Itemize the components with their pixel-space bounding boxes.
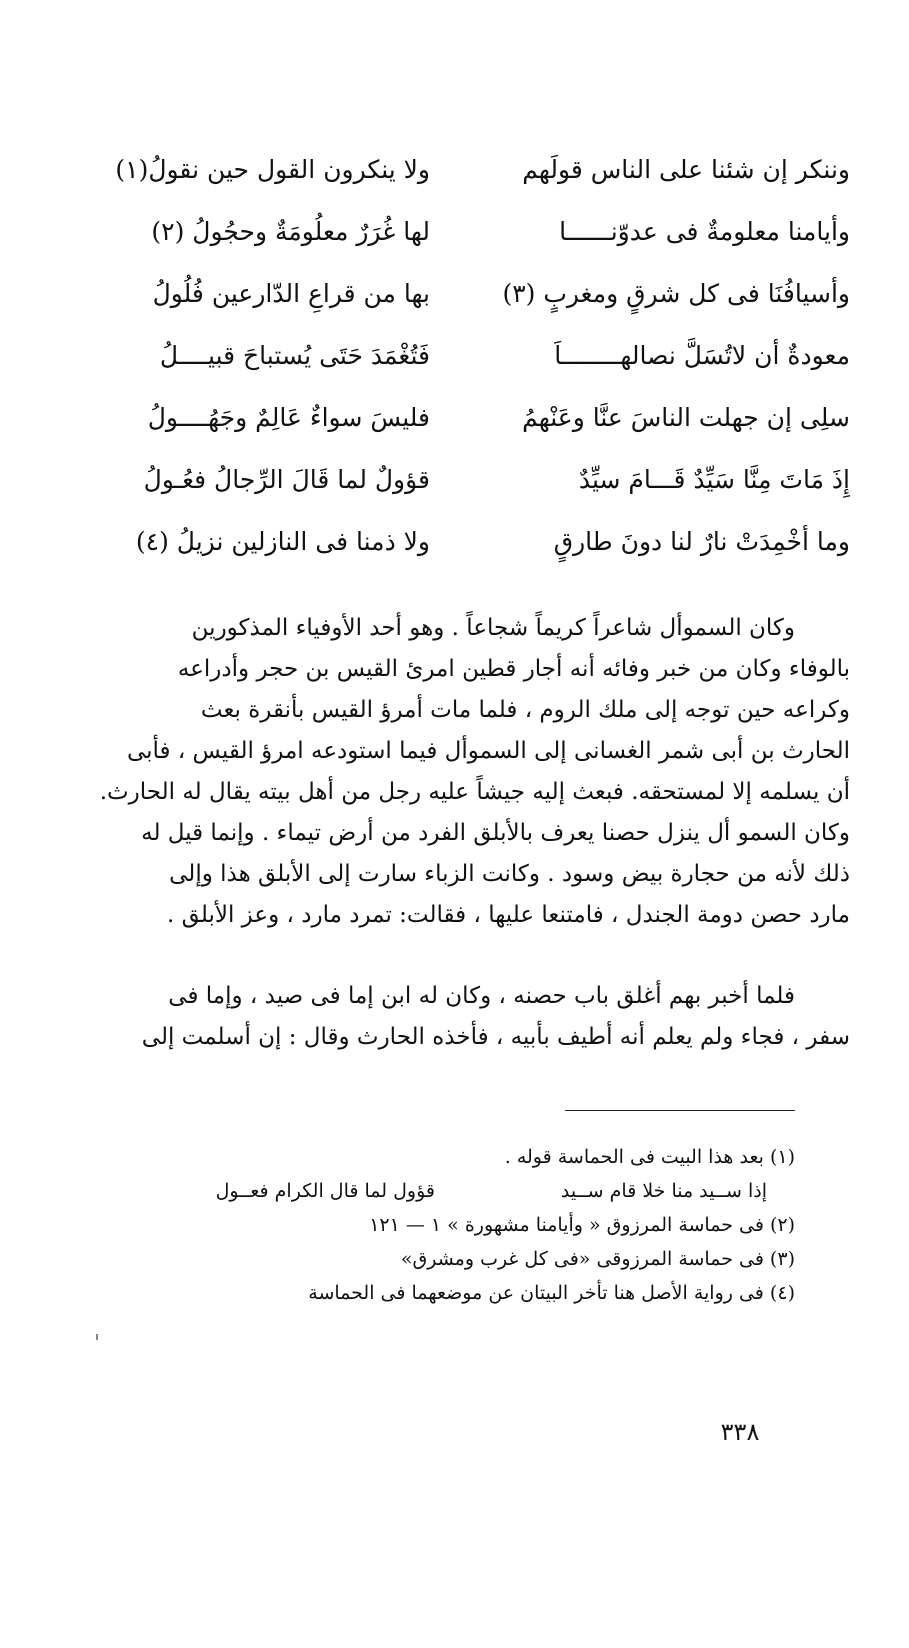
verse-line — [60, 324, 850, 386]
footnote-4: (٤) فى رواية الأصل هنا تأخر البيتان عن موضعهما فى الحماسة — [308, 1282, 795, 1304]
verse-second-hemistich: لها غُرَرٌ معلُومَةٌ وحجُولُ (٢) — [151, 216, 430, 246]
verse-first-hemistich: وما أخْمِدَتْ نارٌ لنا دونَ طارقٍ — [553, 526, 850, 556]
verse-second-hemistich: ولا ذمنا فى النازلين نزيلُ (٤) — [135, 526, 430, 556]
verse-first-hemistich: معودةٌ أن لاتُسَلَّ نصالهــــــــاَ — [554, 340, 850, 370]
footnote-2: (٢) فى حماسة المرزوق « وأيامنا مشهورة » ١ — ١٢١ — [369, 1214, 795, 1236]
verse-first-hemistich: سلِى إن جهلت الناسَ عنَّا وعَنْهمُ — [522, 402, 850, 432]
footnote-verse-first: إذا ســيد منا خلا قام ســيد — [560, 1180, 767, 1202]
body-paragraph — [55, 608, 850, 936]
scan-speck — [96, 1334, 98, 1340]
verse-line — [60, 448, 850, 510]
paragraph-line: مارد حصن دومة الجندل ، فامتنعا عليها ، فقالت: تمرد مارد ، وعز الأبلق . — [167, 902, 850, 928]
verse-line — [60, 138, 850, 200]
body-paragraph — [55, 976, 850, 1058]
footnotes — [55, 1140, 795, 1310]
paragraph-line: وكراعه حين توجه إلى ملك الروم ، فلما مات أمرؤ القيس بأنقرة بعث — [200, 697, 850, 723]
footnote-verse-second: قؤول لما قال الكرام فعــول — [215, 1180, 435, 1202]
verse-first-hemistich: وأسيافُنَا فى كل شرقٍ ومغربٍ (٣) — [502, 278, 850, 308]
page-number: ٣٣٨ — [720, 1418, 760, 1446]
paragraph-line: أن يسلمه إلا لمستحقه. فبعث إليه جيشاً عليه رجل من أهل بيته يقال له الحارث. — [99, 779, 850, 805]
footnote-1-verse — [55, 1174, 795, 1208]
poem-verses — [60, 138, 850, 572]
footnote-3: (٣) فى حماسة المرزوقى «فى كل غرب ومشرق» — [400, 1248, 795, 1270]
verse-first-hemistich: وننكر إن شئنا على الناس قولَهم — [522, 154, 850, 184]
paragraph-line: بالوفاء وكان من خبر وفائه أنه أجار قطين امرئ القيس بن حجر وأدراعه — [177, 656, 850, 682]
verse-line — [60, 510, 850, 572]
paragraph-line: سفر ، فجاء ولم يعلم أنه أطيف بأبيه ، فأخذه الحارث وقال : إن أسلمت إلى — [141, 1024, 850, 1050]
paragraph-line: الحارث بن أبى شمر الغسانى إلى السموأل فيما استودعه امرؤ القيس ، فأبى — [126, 738, 850, 764]
verse-second-hemistich: قؤولٌ لما قَالَ الرِّجالُ فعُـولُ — [143, 464, 430, 494]
verse-line — [60, 386, 850, 448]
verse-second-hemistich: بها من قراعِ الدّارعين فُلُولُ — [152, 278, 430, 308]
paragraph-line: فلما أخبر بهم أغلق باب حصنه ، وكان له ابن إما فى صيد ، وإما فى — [168, 983, 795, 1009]
verse-second-hemistich: فليسَ سواءٌ عَالِمٌ وجَهُــــولُ — [147, 402, 430, 432]
paragraph-line: ذلك لأنه من حجارة بيض وسود . وكانت الزباء سارت إلى الأبلق هذا وإلى — [169, 861, 850, 887]
verse-line — [60, 262, 850, 324]
footnote-divider — [565, 1110, 795, 1111]
paragraph-line: وكان السموأل شاعراً كريماً شجاعاً . وهو أحد الأوفياء المذكورين — [191, 615, 795, 641]
footnote-1: (١) بعد هذا البيت فى الحماسة قوله . — [504, 1146, 795, 1168]
verse-line — [60, 200, 850, 262]
verse-second-hemistich: فَتُغْمَدَ حَتَى يُستباحَ قبيــــلُ — [159, 340, 430, 370]
paragraph-line: وكان السمو أل ينزل حصنا يعرف بالأبلق الفرد من أرض تيماء . وإنما قيل له — [141, 820, 850, 846]
verse-first-hemistich: وأيامنا معلومةٌ فى عدوّنــــــا — [559, 216, 850, 246]
verse-first-hemistich: إِذَ مَاتَ مِنَّا سَيِّدٌ قَـــامَ سيِّدٌ — [578, 464, 850, 494]
verse-second-hemistich: ولا ينكرون القول حين نقولُ(١) — [115, 154, 430, 184]
